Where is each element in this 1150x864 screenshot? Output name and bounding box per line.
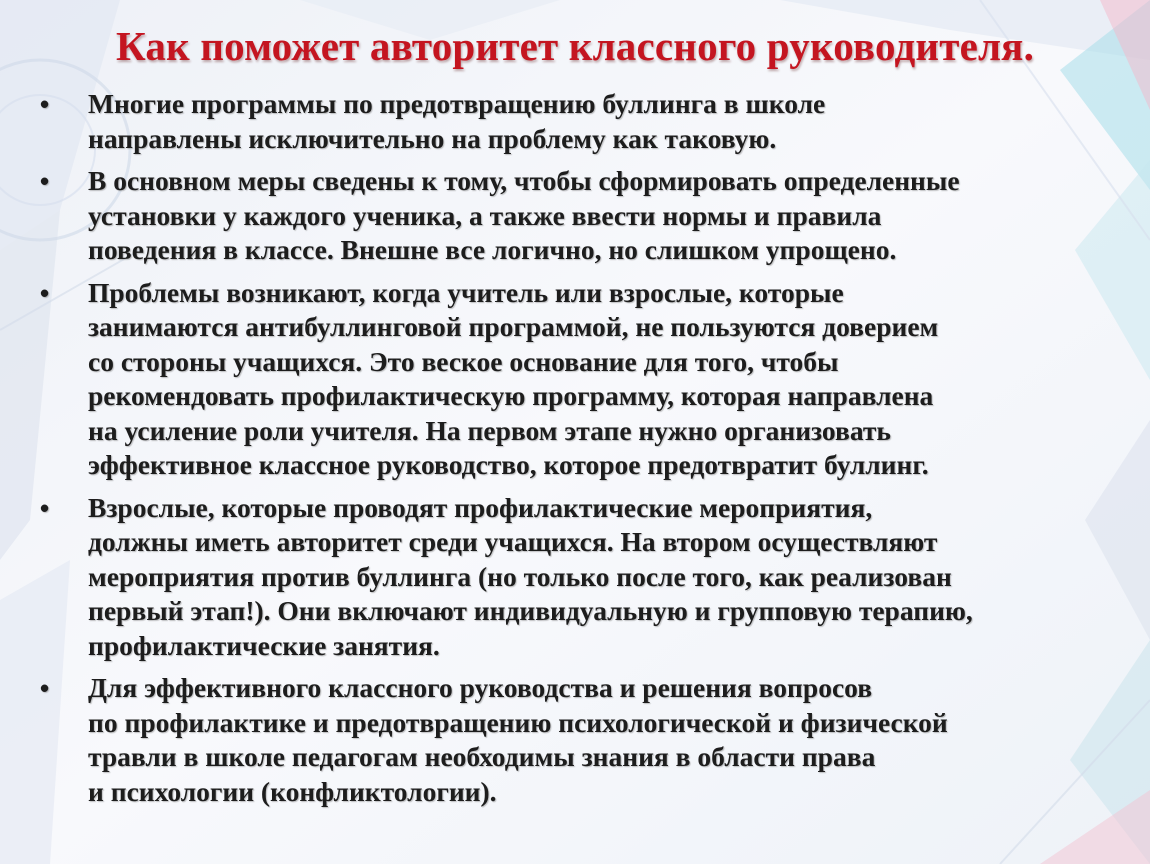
slide-title: Как поможет авторитет классного руководителя. <box>115 23 1035 69</box>
bullet-item <box>40 276 1120 483</box>
bullet-marker: • <box>40 89 50 119</box>
bullet-text-line: мероприятия против буллинга (но только после того, как реализован <box>88 560 952 592</box>
bullet-text-line: В основном меры сведены к тому, чтобы сформировать определенные <box>88 165 960 196</box>
bullet-text-line: Для эффективного классного руководства и решения вопросов <box>88 672 873 703</box>
bullet-text-line: должны иметь авторитет среди учащихся. На втором осуществляют <box>88 526 938 557</box>
bullet-item <box>40 671 1120 809</box>
bullet-text-line: поведения в классе. Внешне все логично, но слишком упрощено. <box>88 234 897 265</box>
bullet-text-line: Многие программы по предотвращению буллинга в школе <box>88 88 826 119</box>
bullet-text-line: направлены исключительно на проблему как таковую. <box>88 122 777 154</box>
bullet-item <box>40 87 1120 156</box>
bullet-text-line: Проблемы возникают, когда учитель или взрослые, которые <box>88 276 844 308</box>
bullet-item <box>40 491 1120 664</box>
bullet-text-line: рекомендовать профилактическую программу, которая направлена <box>88 380 934 411</box>
bullet-text-line: и психологии (конфликтологии). <box>88 775 497 807</box>
bullet-text-line: на усиление роли учителя. На первом этапе нужно организовать <box>88 414 891 446</box>
bullet-text-line: по профилактике и предотвращению психологической и физической <box>88 706 948 738</box>
bullet-marker: • <box>40 166 50 196</box>
bullet-text-line: эффективное классное руководство, которое предотвратит буллинг. <box>88 449 929 480</box>
bullet-marker: • <box>40 277 50 308</box>
bullet-text-line: травли в школе педагогам необходимы знания в области права <box>88 741 876 772</box>
bullet-list <box>40 87 1120 817</box>
bullet-item <box>40 164 1120 268</box>
bullet-text-line: со стороны учащихся. Это веское основание для того, чтобы <box>88 345 839 377</box>
bullet-text-line: занимаются антибуллинговой программой, не пользуются доверием <box>88 311 939 342</box>
bullet-text-line: установки у каждого ученика, а также ввести нормы и правила <box>88 199 882 231</box>
bullet-text-line: Взрослые, которые проводят профилактические мероприятия, <box>88 491 873 523</box>
bullet-marker: • <box>40 673 50 703</box>
bullet-text-line: профилактические занятия. <box>88 629 440 661</box>
bullet-text-line: первый этап!). Они включают индивидуальную и групповую терапию, <box>88 595 973 626</box>
bullet-marker: • <box>40 492 50 523</box>
